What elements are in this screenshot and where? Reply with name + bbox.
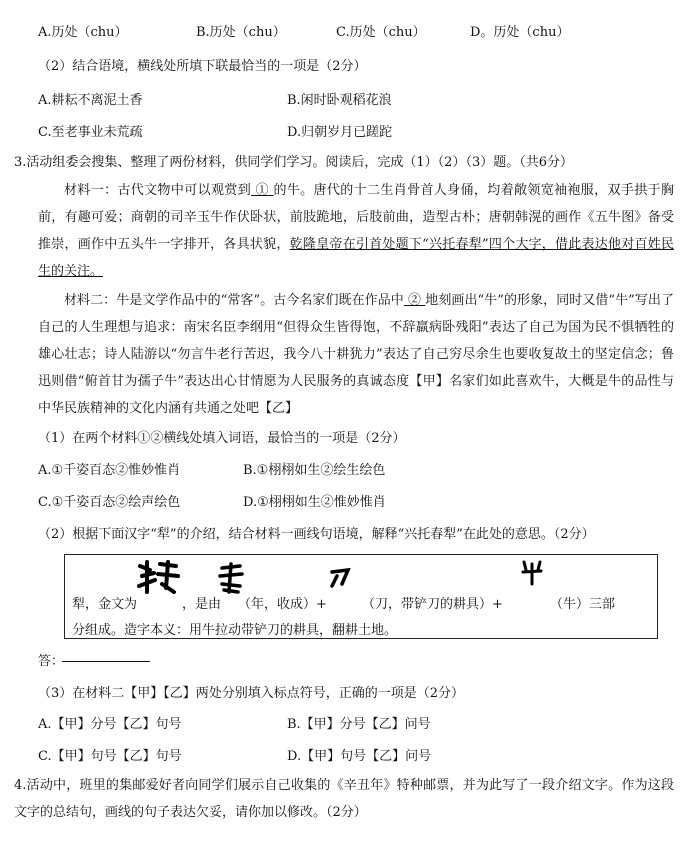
option-a[interactable]: A.【甲】分号【乙】句号 [38, 717, 182, 732]
option-a[interactable]: A.耕耘不离泥土香 [38, 93, 143, 108]
option-b[interactable]: B.【甲】分号【乙】问号 [287, 717, 431, 732]
bronze-script-li-image [136, 558, 180, 596]
option-a[interactable]: A.历处（chu） [38, 25, 128, 40]
question-stem: （2）根据下面汉字“犁”的介绍，结合材料一画线句语境，解释“兴托春犁”在此处的意思。（2分） [38, 527, 595, 542]
option-c[interactable]: C.①千姿百态②绘声绘色 [38, 495, 181, 510]
option-a[interactable]: A.①千姿百态②惟妙惟肖 [38, 463, 181, 478]
box-text: 分组成。造字本义：用牛拉动带铲刀的耕具，翻耕土地。 [72, 623, 398, 638]
box-text: （牛）三部 [550, 597, 616, 612]
option-c[interactable]: C.至老事业未荒疏 [38, 125, 143, 140]
answer-label: 答： [38, 654, 65, 669]
question-stem: （3）在材料二【甲】【乙】两处分别填入标点符号，正确的一项是（2分） [38, 686, 465, 701]
blank-2: ② [408, 293, 422, 308]
option-c[interactable]: C.历处（chu） [336, 25, 426, 40]
option-d[interactable]: D。历处（chu） [470, 25, 570, 40]
option-c[interactable]: C.【甲】句号【乙】句号 [38, 749, 182, 764]
bronze-script-nian-image [216, 562, 246, 594]
option-d[interactable]: D.【甲】句号【乙】问号 [287, 749, 432, 764]
option-b[interactable]: B.历处（chu） [196, 25, 286, 40]
box-text: （年，收成）+ [238, 597, 327, 612]
material-text: 地刻画出“牛”的形象，同时又借“牛”写出了自己的人生理想与追求：南宋名臣李纲用“但得众生皆得饱，不辞羸病卧残阳”表达了自己为国为民不惧牺牲的雄心壮志；诗人陆游以“勿言牛老行苦迟，我今八十耕犹力”表达了自己穷尽余生也要收复故土的坚定信念；鲁迅则借“俯首甘为孺子牛”表达出心甘情愿为人民服务的真诚态度【甲】名家们如此喜欢牛，大概是牛的品性与中华民族精神的文化内涵有共通之处吧【乙】 [38, 293, 674, 416]
box-text: 犁，金文为 [72, 597, 138, 612]
bronze-script-dao-image [328, 566, 354, 588]
answer-line[interactable] [62, 661, 150, 662]
option-d[interactable]: D.①栩栩如生②惟妙惟肖 [243, 495, 386, 510]
question-stem: （1）在两个材料①②横线处填入词语，最恰当的一项是（2分） [38, 431, 406, 446]
material-one [38, 177, 674, 285]
underlined-sentence: 乾隆皇帝在引首处题下“兴托春犁”四个大字，借此表达他对百姓民生的关注。 [38, 237, 674, 279]
option-b[interactable]: B.①栩栩如生②绘生绘色 [243, 463, 386, 478]
question-4-text: 4.活动中，班里的集邮爱好者向同学们展示自己收集的《辛丑年》特种邮票，并为此写了一段介绍文字。作为这段文字的总结句，画线的句子表达欠妥，请你加以修改。（2分） [14, 778, 674, 820]
material-text: 材料一：古代文物中可以观赏到 [64, 183, 252, 198]
material-text: 的牛。唐代的十二生肖骨首人身俑，均着敞领宽袖袍服，双手拱于胸前，有趣可爱；商朝的司辛玉牛作伏卧状，前肢跪地，后肢前曲，造型古朴；唐朝韩滉的画作《五牛图》备受推崇，画作中五头牛一字排开，各具状貌， [38, 183, 674, 252]
material-two [38, 287, 674, 422]
box-text: ，是由 [182, 597, 222, 612]
question-stem: （2）结合语境，横线处所填下联最恰当的一项是（2分） [38, 59, 367, 74]
option-d[interactable]: D.归朝岁月已蹉跎 [287, 125, 393, 140]
blank-1: ① [255, 183, 269, 198]
box-text: （刀，带铲刀的耕具）+ [362, 597, 503, 612]
material-text: 材料二：牛是文学作品中的“常客”。古今名家们既在作品中 [64, 293, 404, 308]
option-b[interactable]: B.闲时卧观稻花浪 [287, 93, 392, 108]
bronze-script-niu-image [520, 560, 544, 586]
question-stem: 3.活动组委会搜集、整理了两份材料，供同学们学习。阅读后，完成（1）（2）（3）题。（共6分） [14, 155, 573, 170]
